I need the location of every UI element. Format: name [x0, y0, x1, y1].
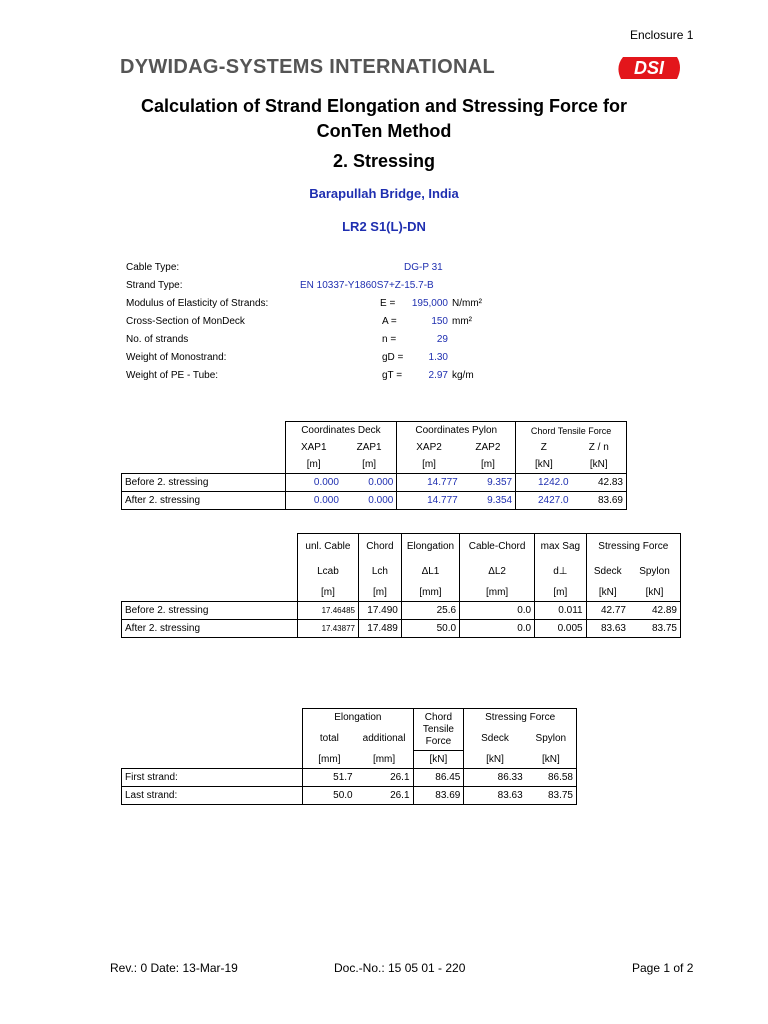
cell: 2427.0	[516, 492, 572, 510]
cell: 86.58	[526, 769, 577, 787]
footer-revision: Rev.: 0 Date: 13-Mar-19	[110, 961, 238, 975]
param-symbol: E =	[380, 298, 396, 309]
cell: 17.43877	[297, 619, 358, 637]
param-unit: kg/m	[452, 370, 474, 381]
cell: 1242.0	[516, 474, 572, 492]
cell: 83.75	[629, 619, 681, 637]
group-stressing-force: Stressing Force	[464, 709, 577, 727]
param-label: Cable Type:	[126, 262, 180, 273]
table-row	[122, 474, 627, 492]
row-label: After 2. stressing	[122, 619, 298, 637]
cell: 26.1	[356, 769, 413, 787]
dsi-logo	[613, 53, 685, 81]
cell: 83.63	[586, 619, 629, 637]
param-value: EN 10337-Y1860S7+Z-15.7-B	[300, 280, 434, 291]
col-unit: [mm]	[460, 584, 535, 602]
col-unit: [m]	[397, 456, 461, 474]
col-symbol: Z / n	[572, 439, 627, 456]
row-label: Last strand:	[122, 787, 303, 805]
col-symbol: ΔL1	[401, 560, 459, 584]
cell: 0.011	[535, 601, 586, 619]
param-value: 150	[431, 316, 448, 327]
cell: 0.0	[460, 619, 535, 637]
col-unit: [mm]	[303, 751, 356, 769]
col-symbol: ΔL2	[460, 560, 535, 584]
col-unit: [m]	[342, 456, 397, 474]
param-symbol: A =	[382, 316, 397, 327]
cell: 50.0	[401, 619, 459, 637]
row-label: Before 2. stressing	[122, 474, 286, 492]
col-unit: [kN]	[413, 751, 464, 769]
col-unit: [m]	[358, 584, 401, 602]
param-label: Weight of PE - Tube:	[126, 370, 219, 381]
param-label: No. of strands	[126, 334, 189, 345]
cell: 83.69	[413, 787, 464, 805]
header-elongation: Elongation	[401, 534, 459, 560]
param-symbol: gT =	[382, 370, 403, 381]
col-unit: [kN]	[586, 584, 629, 602]
row-label: First strand:	[122, 769, 303, 787]
param-label: Weight of Monostrand:	[126, 352, 227, 363]
row-label: After 2. stressing	[122, 492, 286, 510]
col-symbol: XAP2	[397, 439, 461, 456]
col-unit: [kN]	[629, 584, 681, 602]
table-row	[122, 769, 577, 787]
title-line-3: 2. Stressing	[332, 151, 436, 171]
table-row	[122, 601, 681, 619]
footer-doc-number: Doc.-No.: 15 05 01 - 220	[334, 961, 466, 975]
col-symbol: Lch	[358, 560, 401, 584]
param-label: Modulus of Elasticity of Strands:	[126, 298, 269, 309]
project-name: Barapullah Bridge, India	[309, 186, 459, 201]
header-max-sag: max Sag	[535, 534, 586, 560]
cell: 51.7	[303, 769, 356, 787]
col-subheader: Sdeck	[464, 727, 526, 751]
group-chord-tensile-force: Chord Tensile Force	[413, 709, 464, 751]
param-symbol: gD =	[382, 352, 404, 363]
cell: 9.354	[461, 492, 516, 510]
col-symbol: ZAP1	[342, 439, 397, 456]
strand-summary-table	[121, 708, 577, 805]
coordinates-table	[121, 421, 627, 510]
company-name: DYWIDAG-SYSTEMS INTERNATIONAL	[120, 56, 495, 78]
cell: 0.000	[285, 474, 342, 492]
group-chord-tensile-force: Chord Tensile Force	[516, 422, 627, 440]
col-subheader: additional	[356, 727, 413, 751]
title-line-1: Calculation of Strand Elongation and Stressing Force for	[140, 96, 628, 116]
group-coordinates-deck: Coordinates Deck	[285, 422, 397, 440]
cell: 50.0	[303, 787, 356, 805]
header-unl-cable: unl. Cable	[297, 534, 358, 560]
param-value: 1.30	[428, 352, 448, 363]
cell: 42.77	[586, 601, 629, 619]
cell: 42.83	[572, 474, 627, 492]
col-unit: [m]	[535, 584, 586, 602]
param-label: Strand Type:	[126, 280, 183, 291]
col-symbol: d⊥	[535, 560, 586, 584]
cell: 9.357	[461, 474, 516, 492]
param-value: 2.97	[428, 370, 448, 381]
col-symbol: Lcab	[297, 560, 358, 584]
cell: 83.69	[572, 492, 627, 510]
header-chord: Chord	[358, 534, 401, 560]
cell: 0.000	[342, 474, 397, 492]
cell: 25.6	[401, 601, 459, 619]
col-unit: [kN]	[572, 456, 627, 474]
col-subheader: Spylon	[526, 727, 577, 751]
param-unit: N/mm²	[452, 298, 482, 309]
cable-id: LR2 S1(L)-DN	[342, 219, 426, 234]
param-unit: mm²	[452, 316, 472, 327]
col-unit: [mm]	[356, 751, 413, 769]
col-symbol: ZAP2	[461, 439, 516, 456]
col-symbol: Z	[516, 439, 572, 456]
col-symbol: Spylon	[629, 560, 681, 584]
footer-page-number: Page 1 of 2	[632, 961, 694, 975]
col-unit: [m]	[461, 456, 516, 474]
cell: 0.0	[460, 601, 535, 619]
header-cable-chord: Cable-Chord	[460, 534, 535, 560]
cell: 17.46485	[297, 601, 358, 619]
table-row	[122, 492, 627, 510]
logo-text: DSI	[633, 58, 665, 78]
title-line-2: ConTen Method	[316, 121, 452, 141]
param-value: DG-P 31	[404, 262, 443, 273]
cell: 0.005	[535, 619, 586, 637]
param-value: 195,000	[411, 298, 448, 309]
col-unit: [m]	[297, 584, 358, 602]
cell: 42.89	[629, 601, 681, 619]
cell: 17.490	[358, 601, 401, 619]
group-elongation: Elongation	[303, 709, 413, 727]
elongation-table	[121, 533, 681, 638]
cell: 14.777	[397, 474, 461, 492]
cell: 83.63	[464, 787, 526, 805]
param-label: Cross-Section of MonDeck	[126, 316, 245, 327]
cell: 0.000	[342, 492, 397, 510]
col-unit: [kN]	[464, 751, 526, 769]
col-unit: [kN]	[516, 456, 572, 474]
col-symbol: XAP1	[285, 439, 342, 456]
table-row	[122, 787, 577, 805]
cell: 86.33	[464, 769, 526, 787]
table-row	[122, 619, 681, 637]
cell: 14.777	[397, 492, 461, 510]
col-subheader: total	[303, 727, 356, 751]
cell: 26.1	[356, 787, 413, 805]
group-coordinates-pylon: Coordinates Pylon	[397, 422, 516, 440]
col-unit: [kN]	[526, 751, 577, 769]
col-symbol: Sdeck	[586, 560, 629, 584]
col-unit: [mm]	[401, 584, 459, 602]
param-symbol: n =	[382, 334, 397, 345]
cell: 0.000	[285, 492, 342, 510]
col-unit: [m]	[285, 456, 342, 474]
cell: 17.489	[358, 619, 401, 637]
cell: 83.75	[526, 787, 577, 805]
enclosure-label: Enclosure 1	[630, 28, 694, 42]
header-stressing-force: Stressing Force	[586, 534, 680, 560]
param-value: 29	[436, 334, 448, 345]
cell: 86.45	[413, 769, 464, 787]
row-label: Before 2. stressing	[122, 601, 298, 619]
